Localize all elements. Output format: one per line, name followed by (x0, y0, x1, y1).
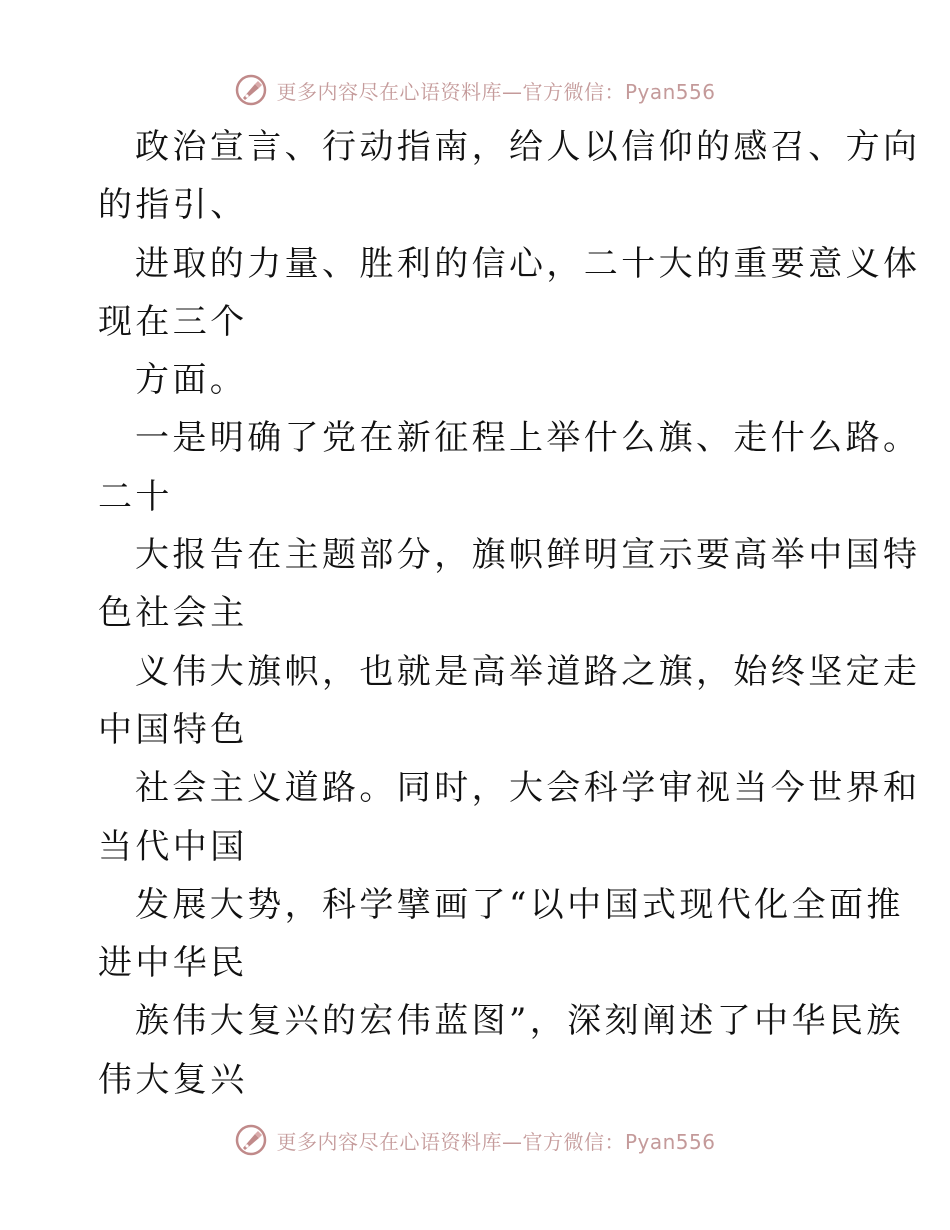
text-line: 的指引、 (98, 185, 248, 226)
text-line: 发展大势，科学擘画了“以中国式现代化全面推 (135, 884, 904, 925)
page-footer-banner (0, 1120, 950, 1160)
footer-banner-text: 更多内容尽在心语资料库—官方微信：Pyan556 (276, 1129, 716, 1154)
page-header-banner (0, 70, 950, 110)
pen-nib-logo-icon (234, 73, 268, 107)
text-line: 进中华民 (98, 943, 248, 984)
header-banner-text: 更多内容尽在心语资料库—官方微信：Pyan556 (276, 79, 716, 104)
text-line: 中国特色 (98, 709, 248, 750)
text-line: 方面。 (135, 360, 248, 401)
text-line: 族伟大复兴的宏伟蓝图”，深刻阐述了中华民族 (135, 1001, 904, 1042)
text-line: 大报告在主题部分，旗帜鲜明宣示要高举中国特 (135, 535, 921, 576)
text-line: 色社会主 (98, 593, 248, 634)
pen-nib-logo-icon (234, 1123, 268, 1157)
text-line: 伟大复兴 (98, 1059, 248, 1100)
text-line: 进取的力量、胜利的信心，二十大的重要意义体 (135, 243, 921, 284)
text-line: 一是明确了党在新征程上举什么旗、走什么路。 (135, 418, 921, 459)
text-line: 义伟大旗帜，也就是高举道路之旗，始终坚定走 (135, 651, 921, 692)
document-body (98, 118, 921, 1109)
text-line: 现在三个 (98, 301, 248, 342)
text-line: 当代中国 (98, 826, 248, 867)
text-line: 二十 (98, 476, 173, 517)
text-line: 政治宣言、行动指南，给人以信仰的感召、方向 (135, 127, 921, 167)
text-line: 社会主义道路。同时，大会科学审视当今世界和 (135, 768, 921, 809)
